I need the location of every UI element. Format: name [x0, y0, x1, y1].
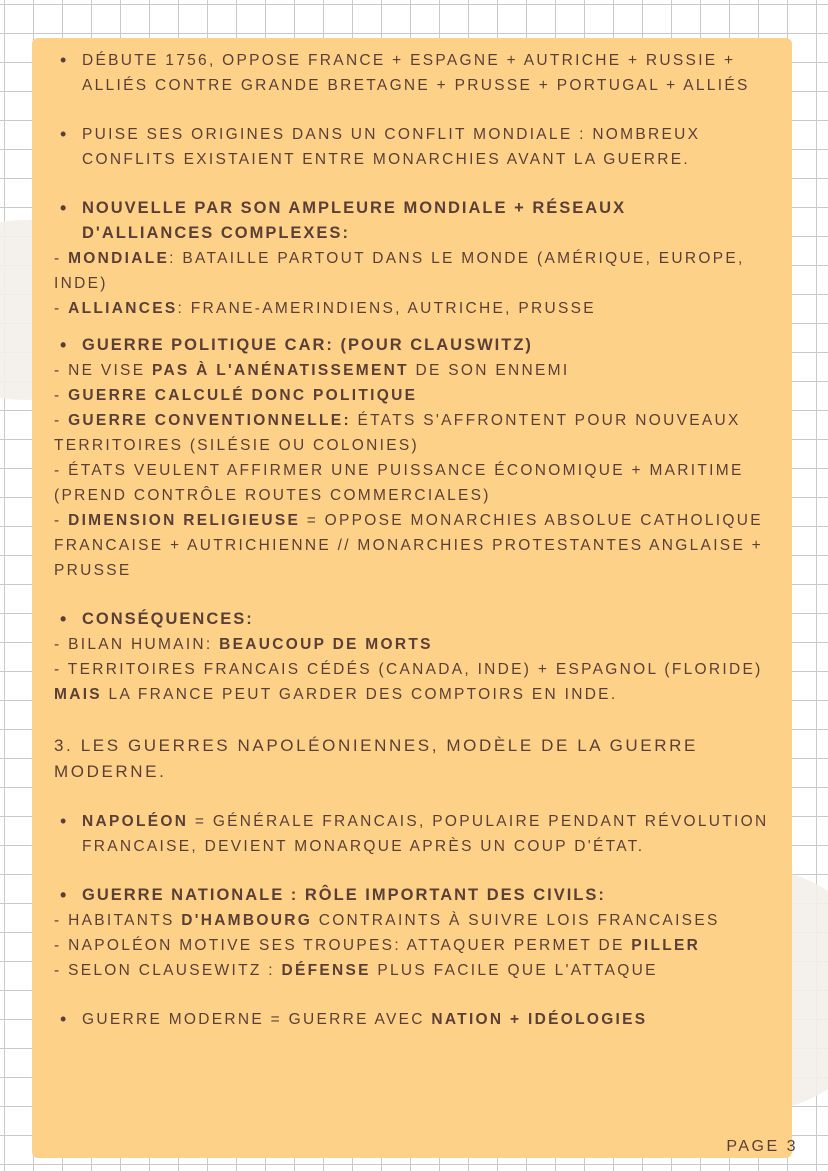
bullet-guerre-moderne: • GUERRE MODERNE = GUERRE AVEC NATION + IDÉOLOGIES — [54, 1007, 794, 1032]
line-dimension-religieuse: - DIMENSION RELIGIEUSE = OPPOSE MONARCHIES ABSOLUE CATHOLIQUE FRANCAISE + AUTRICHIENNE // MONARCHIES PROTESTANTES ANGLAISE + PRUSSE — [54, 512, 764, 579]
line-hambourg: - HABITANTS D'HAMBOURG CONTRAINTS À SUIVRE LOIS FRANCAISES — [54, 912, 720, 929]
bullet-debut-1756: • DÉBUTE 1756, OPPOSE FRANCE + ESPAGNE + AUTRICHE + RUSSIE + ALLIÉS CONTRE GRANDE BRETAGNE + PRUSSE + PORTUGAL + ALLIÉS — [54, 48, 794, 98]
line-guerre-calculee: - GUERRE CALCULÉ DONC POLITIQUE — [54, 387, 418, 404]
page-number: PAGE 3 — [726, 1138, 798, 1155]
line-alliances: - ALLIANCES: FRANE-AMERINDIENS, AUTRICHE, PRUSSE — [54, 300, 596, 317]
line-guerre-conventionnelle: - GUERRE CONVENTIONNELLE: ÉTATS S'AFFRONTENT POUR NOUVEAUX TERRITOIRES (SILÉSIE OU COLONIES) — [54, 412, 741, 454]
line-mondiale: - MONDIALE: BATAILLE PARTOUT DANS LE MONDE (AMÉRIQUE, EUROPE, INDE) — [54, 250, 745, 292]
line-territoires: - TERRITOIRES FRANCAIS CÉDÉS (CANADA, INDE) + ESPAGNOL (FLORIDE) MAIS LA FRANCE PEUT GARDER DES COMPTOIRS EN INDE. — [54, 661, 763, 703]
line-piller: - NAPOLÉON MOTIVE SES TROUPES: ATTAQUER PERMET DE PILLER — [54, 937, 701, 954]
heading-guerre-politique: • GUERRE POLITIQUE CAR: (POUR CLAUSWITZ) — [54, 333, 794, 358]
line-puissance-economique: - ÉTATS VEULENT AFFIRMER UNE PUISSANCE ÉCONOMIQUE + MARITIME (PREND CONTRÔLE ROUTES COMMERCIALES) — [54, 462, 744, 504]
heading-ampleur-mondiale: • NOUVELLE PAR SON AMPLEURE MONDIALE + RÉSEAUX D'ALLIANCES COMPLEXES: — [54, 196, 794, 246]
note-content — [54, 48, 794, 1032]
bullet-napoleon: • NAPOLÉON = GÉNÉRALE FRANCAIS, POPULAIRE PENDANT RÉVOLUTION FRANCAISE, DEVIENT MONARQUE APRÈS UN COUP D'ÉTAT. — [54, 809, 794, 859]
heading-consequences: • CONSÉQUENCES: — [54, 607, 794, 632]
section-3-title: 3. LES GUERRES NAPOLÉONIENNES, MODÈLE DE LA GUERRE MODERNE. — [54, 736, 698, 781]
line-aneantissement: - NE VISE PAS À L'ANÉNATISSEMENT DE SON ENNEMI — [54, 362, 570, 379]
heading-guerre-nationale: • GUERRE NATIONALE : RÔLE IMPORTANT DES CIVILS: — [54, 883, 794, 908]
bullet-origines: • PUISE SES ORIGINES DANS UN CONFLIT MONDIALE : NOMBREUX CONFLITS EXISTAIENT ENTRE MONARCHIES AVANT LA GUERRE. — [54, 122, 794, 172]
line-defense: - SELON CLAUSEWITZ : DÉFENSE PLUS FACILE QUE L'ATTAQUE — [54, 962, 658, 979]
line-bilan-humain: - BILAN HUMAIN: BEAUCOUP DE MORTS — [54, 636, 433, 653]
